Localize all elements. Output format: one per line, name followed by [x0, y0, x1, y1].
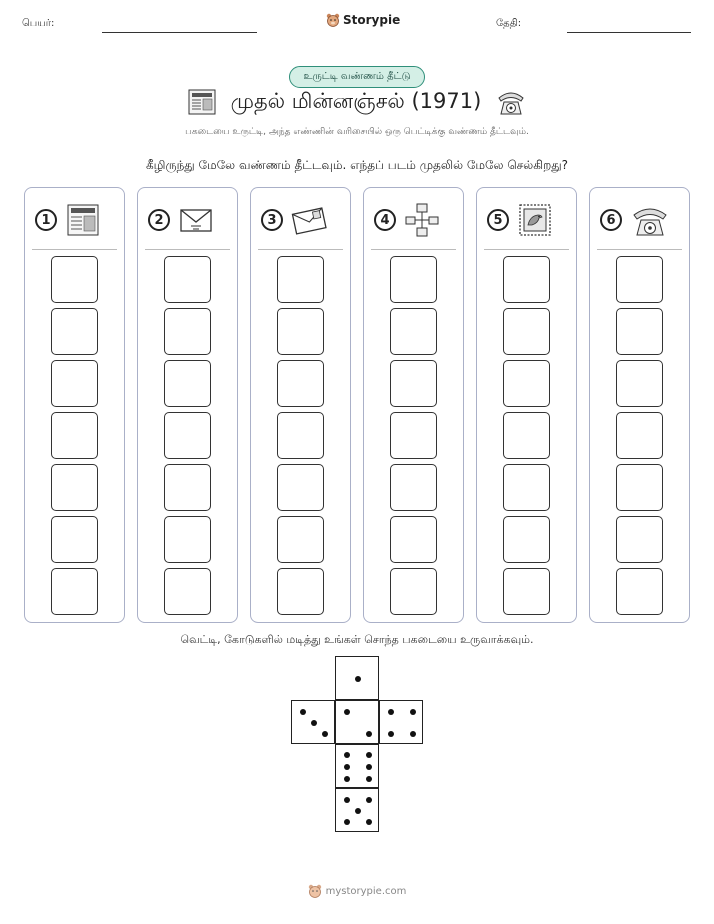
footer-url[interactable]: mystorypie.com [325, 885, 407, 897]
color-box[interactable] [390, 360, 437, 407]
dice-pip [388, 731, 394, 737]
color-box[interactable] [51, 360, 98, 407]
color-box[interactable] [616, 516, 663, 563]
newspaper-icon [65, 202, 101, 238]
instruction-text: கீழிருந்து மேலே வண்ணம் தீட்டவும். எந்தப் படம் முதலில் மேலே செல்கிறது? [145, 158, 569, 172]
column-divider [258, 249, 343, 250]
dice-pip [388, 709, 394, 715]
color-box[interactable] [164, 412, 211, 459]
bear-face-icon [308, 884, 322, 898]
color-box[interactable] [164, 360, 211, 407]
color-box[interactable] [616, 308, 663, 355]
dice-pip [344, 819, 350, 825]
color-box[interactable] [164, 464, 211, 511]
color-box[interactable] [390, 412, 437, 459]
color-box[interactable] [616, 256, 663, 303]
color-box[interactable] [277, 308, 324, 355]
color-box[interactable] [390, 464, 437, 511]
dice-pip [366, 819, 372, 825]
dice-pip [355, 808, 361, 814]
dice-pip [311, 720, 317, 726]
column-divider [371, 249, 456, 250]
color-box[interactable] [51, 308, 98, 355]
color-box[interactable] [390, 256, 437, 303]
dice-pip [410, 731, 416, 737]
column-divider [484, 249, 569, 250]
color-box[interactable] [277, 568, 324, 615]
color-box[interactable] [503, 360, 550, 407]
dice-pip [366, 776, 372, 782]
color-box[interactable] [503, 568, 550, 615]
column-number: 3 [261, 209, 283, 231]
dice-pip [366, 731, 372, 737]
color-box[interactable] [51, 568, 98, 615]
color-box[interactable] [277, 256, 324, 303]
dice-pip [410, 709, 416, 715]
stamped-letter-icon [291, 202, 327, 238]
color-box[interactable] [616, 412, 663, 459]
bear-face-icon [326, 13, 340, 27]
race-column-2 [137, 187, 238, 623]
column-number: 5 [487, 209, 509, 231]
dice-pip [344, 709, 350, 715]
color-box[interactable] [616, 464, 663, 511]
color-box[interactable] [164, 308, 211, 355]
race-column-5 [476, 187, 577, 623]
column-number: 1 [35, 209, 57, 231]
page-subtitle: பகடையை உருட்டி, அந்த எண்ணின் வரிசையில் ஒரு பெட்டிக்கு வண்ணம் தீட்டவும். [185, 127, 529, 137]
color-box[interactable] [51, 464, 98, 511]
color-box[interactable] [51, 412, 98, 459]
color-box[interactable] [51, 256, 98, 303]
color-box[interactable] [390, 568, 437, 615]
color-box[interactable] [164, 568, 211, 615]
network-computers-icon [404, 202, 440, 238]
dice-face-four [379, 700, 423, 744]
color-box[interactable] [277, 464, 324, 511]
dice-pip [355, 676, 361, 682]
bird-stamp-icon [517, 202, 553, 238]
race-column-4 [363, 187, 464, 623]
color-box[interactable] [277, 412, 324, 459]
color-box[interactable] [390, 308, 437, 355]
color-box[interactable] [503, 464, 550, 511]
dice-pip [344, 752, 350, 758]
color-box[interactable] [503, 412, 550, 459]
dice-face-three [291, 700, 335, 744]
dice-pip [344, 764, 350, 770]
column-divider [597, 249, 682, 250]
color-box[interactable] [503, 516, 550, 563]
color-box[interactable] [616, 360, 663, 407]
color-box[interactable] [503, 256, 550, 303]
dice-face-two [335, 700, 379, 744]
dice-pip [366, 764, 372, 770]
color-box[interactable] [277, 516, 324, 563]
date-label: தேதி: [496, 18, 522, 29]
rotary-phone-icon [630, 202, 670, 238]
column-number: 2 [148, 209, 170, 231]
name-label: பெயர்: [22, 18, 55, 29]
dice-pip [300, 709, 306, 715]
column-divider [32, 249, 117, 250]
dice-pip [344, 797, 350, 803]
race-column-3 [250, 187, 351, 623]
color-box[interactable] [164, 256, 211, 303]
column-divider [145, 249, 230, 250]
cut-instruction: வெட்டி, கோடுகளில் மடித்து உங்கள் சொந்த பகடையை உருவாக்கவும். [180, 633, 534, 646]
dice-face-six [335, 744, 379, 788]
race-column-1 [24, 187, 125, 623]
brand-logo [326, 13, 400, 27]
title-row [0, 88, 714, 116]
brand-name: Storypie [343, 13, 401, 27]
color-box[interactable] [503, 308, 550, 355]
name-line[interactable] [102, 32, 257, 33]
column-number: 4 [374, 209, 396, 231]
column-number: 6 [600, 209, 622, 231]
date-line[interactable] [567, 32, 691, 33]
newspaper-icon [187, 88, 217, 116]
dice-pip [344, 776, 350, 782]
dice-pip [366, 797, 372, 803]
footer [0, 884, 714, 898]
dice-pip [322, 731, 328, 737]
color-box[interactable] [51, 516, 98, 563]
color-box[interactable] [616, 568, 663, 615]
dice-face-five [335, 788, 379, 832]
color-box[interactable] [277, 360, 324, 407]
color-box[interactable] [164, 516, 211, 563]
envelope-icon [178, 202, 214, 238]
rotary-phone-icon [495, 88, 527, 116]
color-box[interactable] [390, 516, 437, 563]
dice-pip [366, 752, 372, 758]
activity-badge: உருட்டி வண்ணம் தீட்டு [289, 66, 425, 88]
race-column-6 [589, 187, 690, 623]
page-title: முதல் மின்னஞ்சல் (1971) [230, 88, 482, 113]
dice-face-one [335, 656, 379, 700]
